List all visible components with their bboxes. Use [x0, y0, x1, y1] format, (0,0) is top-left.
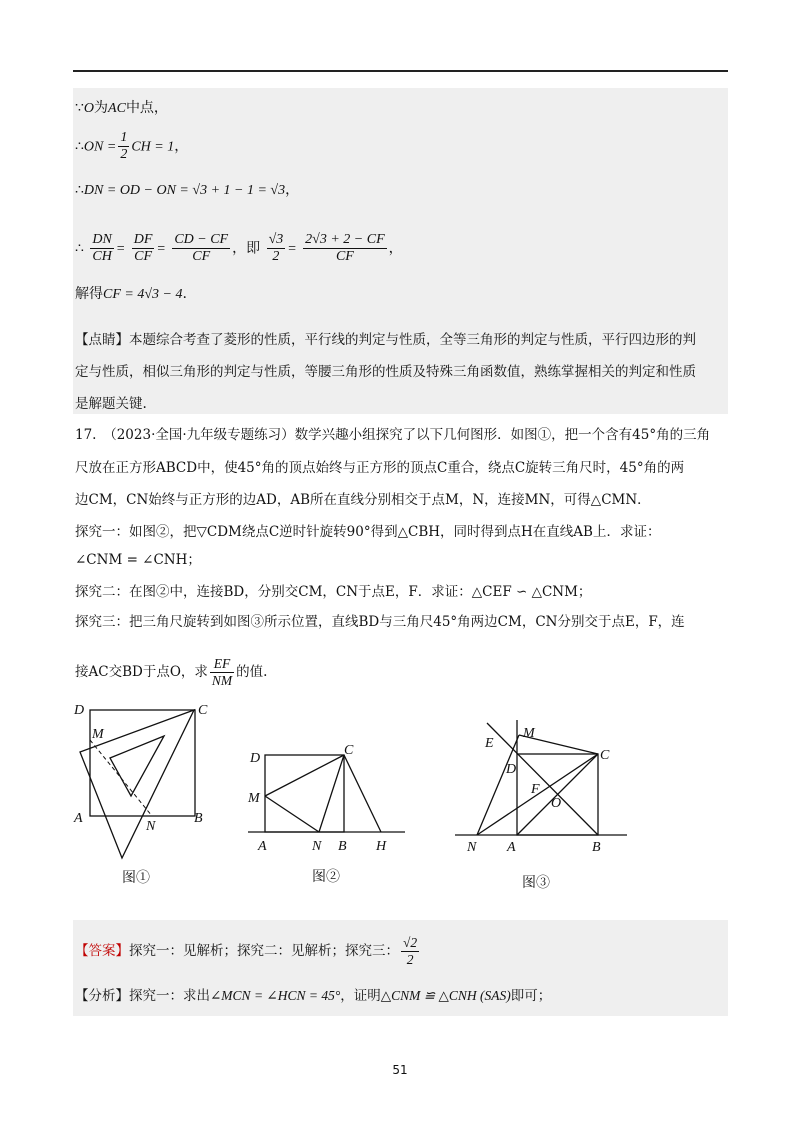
problem-line-5: ∠CNM = ∠CNH； — [75, 552, 201, 568]
figure-3-caption: 图③ — [522, 875, 550, 891]
label-A: A — [258, 839, 267, 854]
comment-line-1: 【点睛】本题综合考查了菱形的性质，平行线的判定与性质，全等三角形的判定与性质，平行四边形的判 — [75, 332, 696, 348]
problem-line-1: 17. （2023·全国·九年级专题练习）数学兴趣小组探究了以下几何图形．如图①，把一个含有45°角的三角 — [75, 427, 711, 443]
problem-line-4: 探究一：如图②，把▽CDM绕点C逆时针旋转90°得到△CBH，同时得到点H在直线AB上．求证： — [75, 524, 661, 540]
comment-line-2: 定与性质，相似三角形的判定与性质，等腰三角形的性质及特殊三角函数值，熟练掌握相关的判定和性质 — [75, 364, 696, 380]
label-N: N — [312, 839, 322, 854]
comment-line-3: 是解题关键. — [75, 396, 147, 412]
label-D: D — [250, 751, 261, 766]
label-N: N — [146, 819, 156, 834]
label-B: B — [194, 811, 203, 826]
analysis-line: 【分析】探究一：求出∠MCN = ∠HCN = 45°，证明△CNM ≌ △CNH (SAS)即可； — [75, 988, 552, 1004]
fraction: $\frac{DN}{CH}$ — [92, 232, 112, 264]
problem-line-3: 边CM，CN始终与正方形的边AD，AB所在直线分别相交于点M，N，连接MN，可得△CMN． — [75, 492, 651, 508]
segment-mn — [477, 735, 519, 835]
solution-line-2: ∴ON = $\frac{1}{2}$ CH = 1， — [75, 130, 189, 162]
figure-2-caption: 图② — [312, 869, 340, 885]
problem-line-7: 探究三：把三角尺旋转到如图③所示位置，直线BD与三角尺45°角两边CM，CN分别交于点E，F，连 — [75, 614, 685, 630]
solution-line-1: ∵O为AC中点， — [75, 100, 168, 116]
header-rule — [73, 70, 728, 72]
problem-line-8: 接AC交BD于点O，求 $\frac{EF}{NM}$ 的值. — [75, 656, 268, 688]
fraction: $\frac{1}{2}$ — [120, 130, 128, 162]
problem-line-6: 探究二：在图②中，连接BD，分别交CM，CN于点E，F．求证：△CEF ∽ △CNM； — [75, 584, 592, 600]
fraction: $\frac{CD - CF}{CF}$ — [174, 232, 229, 264]
label-B: B — [592, 840, 601, 855]
segment-mn — [90, 740, 152, 816]
label-M: M — [523, 726, 535, 741]
label-O: O — [551, 796, 562, 811]
segment-ch — [344, 755, 381, 832]
label-E: E — [485, 736, 494, 751]
fraction: $\frac{2√3 + 2 - CF}{CF}$ — [305, 232, 385, 264]
solution-line-3: ∴DN = OD − ON = √3 + 1 − 1 = √3， — [75, 182, 300, 198]
label-M: M — [92, 727, 104, 742]
label-F: F — [531, 782, 540, 797]
figure-3 — [455, 715, 630, 860]
fraction: $\frac{√2}{2}$ — [403, 935, 418, 967]
label-C: C — [198, 703, 208, 718]
line-bd — [487, 723, 598, 835]
fraction: $\frac{√3}{2}$ — [268, 232, 284, 264]
label-B: B — [338, 839, 347, 854]
page-number: 51 — [392, 1063, 408, 1077]
figure-2 — [240, 740, 410, 855]
label-H: H — [376, 839, 387, 854]
fraction: $\frac{EF}{NM}$ — [211, 656, 233, 688]
solution-line-5: 解得CF = 4√3 − 4. — [75, 286, 187, 302]
fraction: $\frac{DF}{CF}$ — [133, 232, 153, 264]
label-M: M — [248, 791, 260, 806]
answer-line: 【答案】探究一：见解析；探究二：见解析；探究三： $\frac{√2}{2}$ — [75, 935, 418, 967]
label-C: C — [344, 743, 354, 758]
square-abcd — [90, 710, 195, 816]
label-C: C — [600, 748, 610, 763]
label-A: A — [507, 840, 516, 855]
label-A: A — [74, 811, 83, 826]
label-N: N — [467, 840, 477, 855]
problem-line-2: 尺放在正方形ABCD中，使45°角的顶点始终与正方形的顶点C重合，绕点C旋转三角尺时，45°角的两 — [75, 460, 685, 476]
label-D: D — [506, 762, 517, 777]
figure-1-caption: 图① — [122, 870, 150, 886]
segment-mn — [265, 796, 319, 832]
solution-line-4: ∴ $\frac{DN}{CH}$ = $\frac{DF}{CF}$ = $\frac{CD - CF}{CF}$ ，即 $\frac{√3}{2}$ = $\frac{2√3 + 2 - CF}{CF}$ ， — [75, 232, 403, 264]
figure-1 — [70, 700, 230, 870]
label-D: D — [74, 703, 85, 718]
